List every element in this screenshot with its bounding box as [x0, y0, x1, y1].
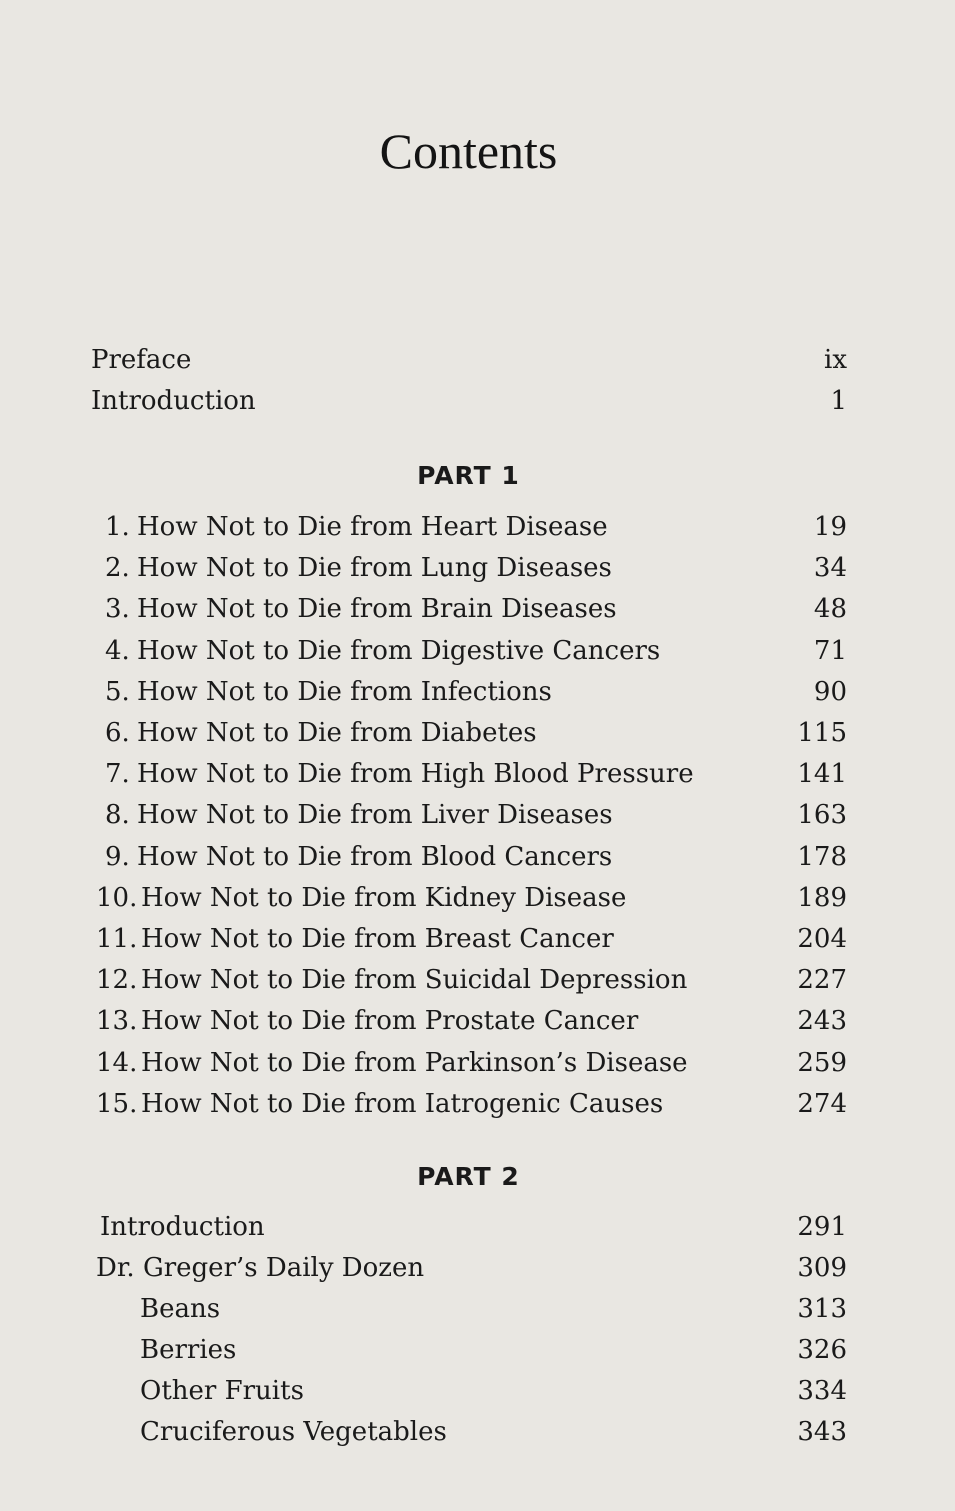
chapter-page: 163 [797, 800, 847, 831]
chapter-title: How Not to Die from Digestive Cancers [137, 635, 661, 666]
toc-entry-berries [0, 1332, 955, 1368]
toc-chapter-13 [0, 1003, 955, 1039]
toc-chapter-1 [0, 509, 955, 545]
chapter-page: 71 [813, 635, 847, 666]
chapter-number: 5. [105, 676, 130, 707]
chapter-page: 34 [813, 553, 847, 584]
toc-entry-page: 1 [830, 386, 847, 416]
toc-entry-label: Introduction [100, 1212, 265, 1242]
toc-chapter-9 [0, 839, 955, 875]
toc-entry-label: Dr. Greger’s Daily Dozen [96, 1253, 425, 1283]
chapter-page: 115 [797, 718, 847, 748]
chapter-number: 1. [105, 512, 130, 542]
toc-chapter-5 [0, 674, 955, 710]
chapter-page: 227 [797, 965, 847, 996]
toc-entry-beans [0, 1291, 955, 1327]
chapter-title: How Not to Die from Diabetes [137, 718, 537, 748]
chapter-title: How Not to Die from Infections [137, 676, 552, 707]
chapter-page: 259 [797, 1047, 847, 1078]
toc-entry-page: 313 [797, 1294, 847, 1324]
chapter-number: 2. [105, 553, 130, 584]
chapter-title: How Not to Die from Liver Diseases [137, 800, 613, 831]
chapter-title: How Not to Die from Prostate Cancer [141, 1006, 639, 1037]
chapter-page: 90 [813, 676, 847, 707]
toc-entry-page: 291 [797, 1212, 847, 1242]
chapter-page: 189 [797, 882, 847, 913]
toc-entry-other-fruits [0, 1373, 955, 1409]
toc-entry-label: Berries [140, 1335, 237, 1365]
chapter-page: 274 [797, 1088, 847, 1119]
toc-entry-preface [0, 342, 955, 378]
chapter-number: 4. [105, 635, 130, 666]
toc-entry-page: ix [824, 345, 847, 375]
chapter-title: How Not to Die from Breast Cancer [141, 924, 614, 954]
chapter-number: 8. [105, 800, 130, 831]
toc-entry-daily-dozen [0, 1250, 955, 1286]
chapter-title: How Not to Die from Brain Diseases [137, 594, 617, 625]
chapter-number: 6. [105, 718, 130, 748]
chapter-title: How Not to Die from Suicidal Depression [141, 965, 688, 996]
chapter-page: 243 [797, 1006, 847, 1037]
chapter-number: 13. [96, 1006, 138, 1037]
toc-chapter-4 [0, 633, 955, 669]
chapter-title: How Not to Die from Parkinson’s Disease [141, 1047, 688, 1078]
part-2-heading: PART 2 [417, 1162, 520, 1191]
toc-entry-label: Preface [91, 345, 192, 375]
chapter-page: 204 [797, 924, 847, 954]
toc-chapter-15 [0, 1086, 955, 1122]
page-title: Contents [379, 123, 558, 179]
chapter-page: 19 [813, 512, 847, 542]
toc-entry-cruciferous-vegetables [0, 1414, 955, 1450]
toc-entry-page: 309 [797, 1253, 847, 1283]
toc-entry-page: 326 [797, 1335, 847, 1365]
chapter-page: 178 [797, 841, 847, 872]
toc-entry-label: Introduction [91, 386, 256, 416]
chapter-number: 9. [105, 841, 130, 872]
chapter-title: How Not to Die from Heart Disease [137, 512, 608, 542]
toc-chapter-10 [0, 880, 955, 916]
toc-entry-label: Cruciferous Vegetables [140, 1417, 447, 1447]
toc-chapter-14 [0, 1045, 955, 1081]
chapter-number: 12. [96, 965, 138, 996]
toc-chapter-8 [0, 797, 955, 833]
chapter-title: How Not to Die from High Blood Pressure [137, 759, 694, 790]
toc-entry-page: 334 [797, 1376, 847, 1406]
toc-chapter-3 [0, 591, 955, 627]
chapter-title: How Not to Die from Iatrogenic Causes [141, 1088, 664, 1119]
chapter-title: How Not to Die from Lung Diseases [137, 553, 612, 584]
toc-entry-label: Other Fruits [140, 1376, 304, 1406]
toc-chapter-11 [0, 921, 955, 957]
toc-chapter-12 [0, 962, 955, 998]
toc-entry-label: Beans [140, 1294, 221, 1324]
toc-chapter-2 [0, 550, 955, 586]
toc-entry-page: 343 [797, 1417, 847, 1447]
part-1-heading: PART 1 [417, 461, 520, 490]
toc-entry-introduction [0, 383, 955, 419]
chapter-number: 3. [105, 594, 130, 625]
chapter-number: 10. [96, 882, 138, 913]
chapter-title: How Not to Die from Blood Cancers [137, 841, 613, 872]
chapter-number: 15. [96, 1088, 138, 1119]
chapter-page: 141 [797, 759, 847, 790]
toc-chapter-7 [0, 756, 955, 792]
toc-chapter-6 [0, 715, 955, 751]
chapter-number: 11. [96, 924, 138, 954]
chapter-number: 14. [96, 1047, 138, 1078]
toc-entry-part2-introduction [0, 1209, 955, 1245]
chapter-page: 48 [813, 594, 847, 625]
chapter-title: How Not to Die from Kidney Disease [141, 882, 627, 913]
chapter-number: 7. [105, 759, 130, 790]
